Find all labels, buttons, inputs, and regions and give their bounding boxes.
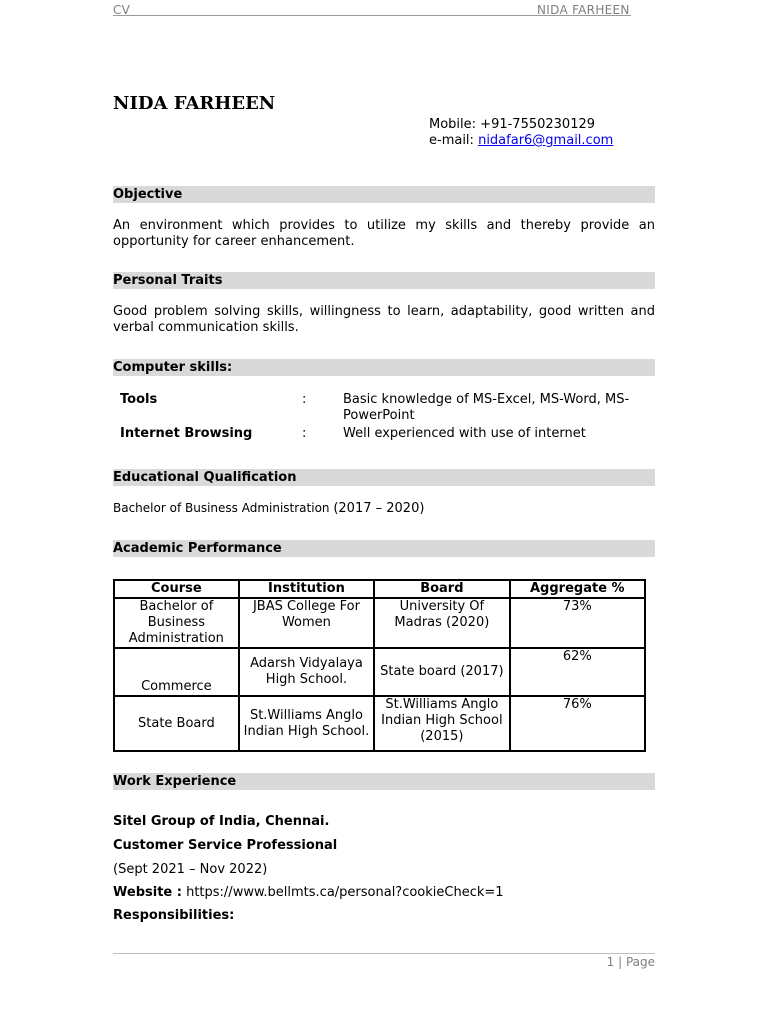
section-academic-performance: Academic Performance: [113, 540, 655, 557]
work-role: Customer Service Professional: [113, 838, 338, 853]
skill-label-tools: Tools: [120, 392, 158, 407]
section-education: Educational Qualification: [113, 469, 655, 486]
objective-text: An environment which provides to utilize my skills and thereby provide an opportunity for career enhancement.: [113, 218, 655, 249]
table-header-row: [114, 580, 645, 598]
mobile-label: Mobile:: [429, 117, 477, 132]
work-responsibilities-label: Responsibilities:: [113, 908, 235, 923]
table-cell-aggregate: 73%: [510, 598, 645, 648]
column-header: Board: [374, 580, 509, 598]
header-right: NIDA FARHEEN: [537, 3, 630, 17]
page-number: 1 | Page: [606, 955, 655, 969]
table-cell-institution: St.Williams Anglo Indian High School.: [239, 696, 374, 751]
table-cell-institution: Adarsh Vidyalaya High School.: [239, 648, 374, 696]
skill-value-tools: Basic knowledge of MS-Excel, MS-Word, MS-PowerPoint: [343, 392, 630, 423]
table-row: [114, 696, 645, 751]
header-divider: [113, 15, 631, 16]
contact-mobile: [429, 117, 595, 132]
table-cell-board: State board (2017): [374, 648, 509, 696]
column-header: Course: [114, 580, 239, 598]
academic-table: [113, 579, 646, 752]
table-cell-board: University Of Madras (2020): [374, 598, 509, 648]
email-link[interactable]: nidafar6@gmail.com: [478, 133, 614, 148]
traits-text: Good problem solving skills, willingness to learn, adaptability, good written and verbal communication skills.: [113, 304, 655, 335]
section-objective: Objective: [113, 186, 655, 203]
website-label: Website :: [113, 885, 182, 900]
work-website: [113, 885, 504, 900]
degree-name: Bachelor of Business Administration: [113, 501, 330, 515]
skill-label-internet: Internet Browsing: [120, 426, 253, 441]
contact-email: [429, 133, 613, 148]
column-header: Institution: [239, 580, 374, 598]
work-period: (Sept 2021 – Nov 2022): [113, 862, 268, 877]
table-cell-course: State Board: [114, 696, 239, 751]
table-cell-institution: JBAS College For Women: [239, 598, 374, 648]
work-company: Sitel Group of India, Chennai.: [113, 814, 330, 829]
skill-colon: :: [302, 392, 307, 407]
table-cell-aggregate: 76%: [510, 696, 645, 751]
website-url: https://www.bellmts.ca/personal?cookieCheck=1: [186, 885, 504, 900]
skill-value-internet: Well experienced with use of internet: [343, 426, 586, 441]
candidate-name: NIDA FARHEEN: [113, 93, 276, 114]
table-row: [114, 648, 645, 696]
degree-years: (2017 – 2020): [333, 501, 425, 516]
email-label: e-mail:: [429, 133, 474, 148]
header-left: CV: [113, 3, 131, 17]
column-header: Aggregate %: [510, 580, 645, 598]
footer-divider: [113, 953, 655, 954]
table-cell-course: Bachelor of Business Administration: [114, 598, 239, 648]
table-cell-aggregate: 62%: [510, 648, 645, 696]
table-row: [114, 598, 645, 648]
section-personal-traits: Personal Traits: [113, 272, 655, 289]
education-entry: [113, 501, 424, 516]
mobile-value: +91-7550230129: [480, 117, 596, 132]
skill-colon: :: [302, 426, 307, 441]
table-cell-board: St.Williams Anglo Indian High School (2015): [374, 696, 509, 751]
section-work-experience: Work Experience: [113, 773, 655, 790]
table-cell-course: Commerce: [114, 648, 239, 696]
section-computer-skills: Computer skills:: [113, 359, 655, 376]
